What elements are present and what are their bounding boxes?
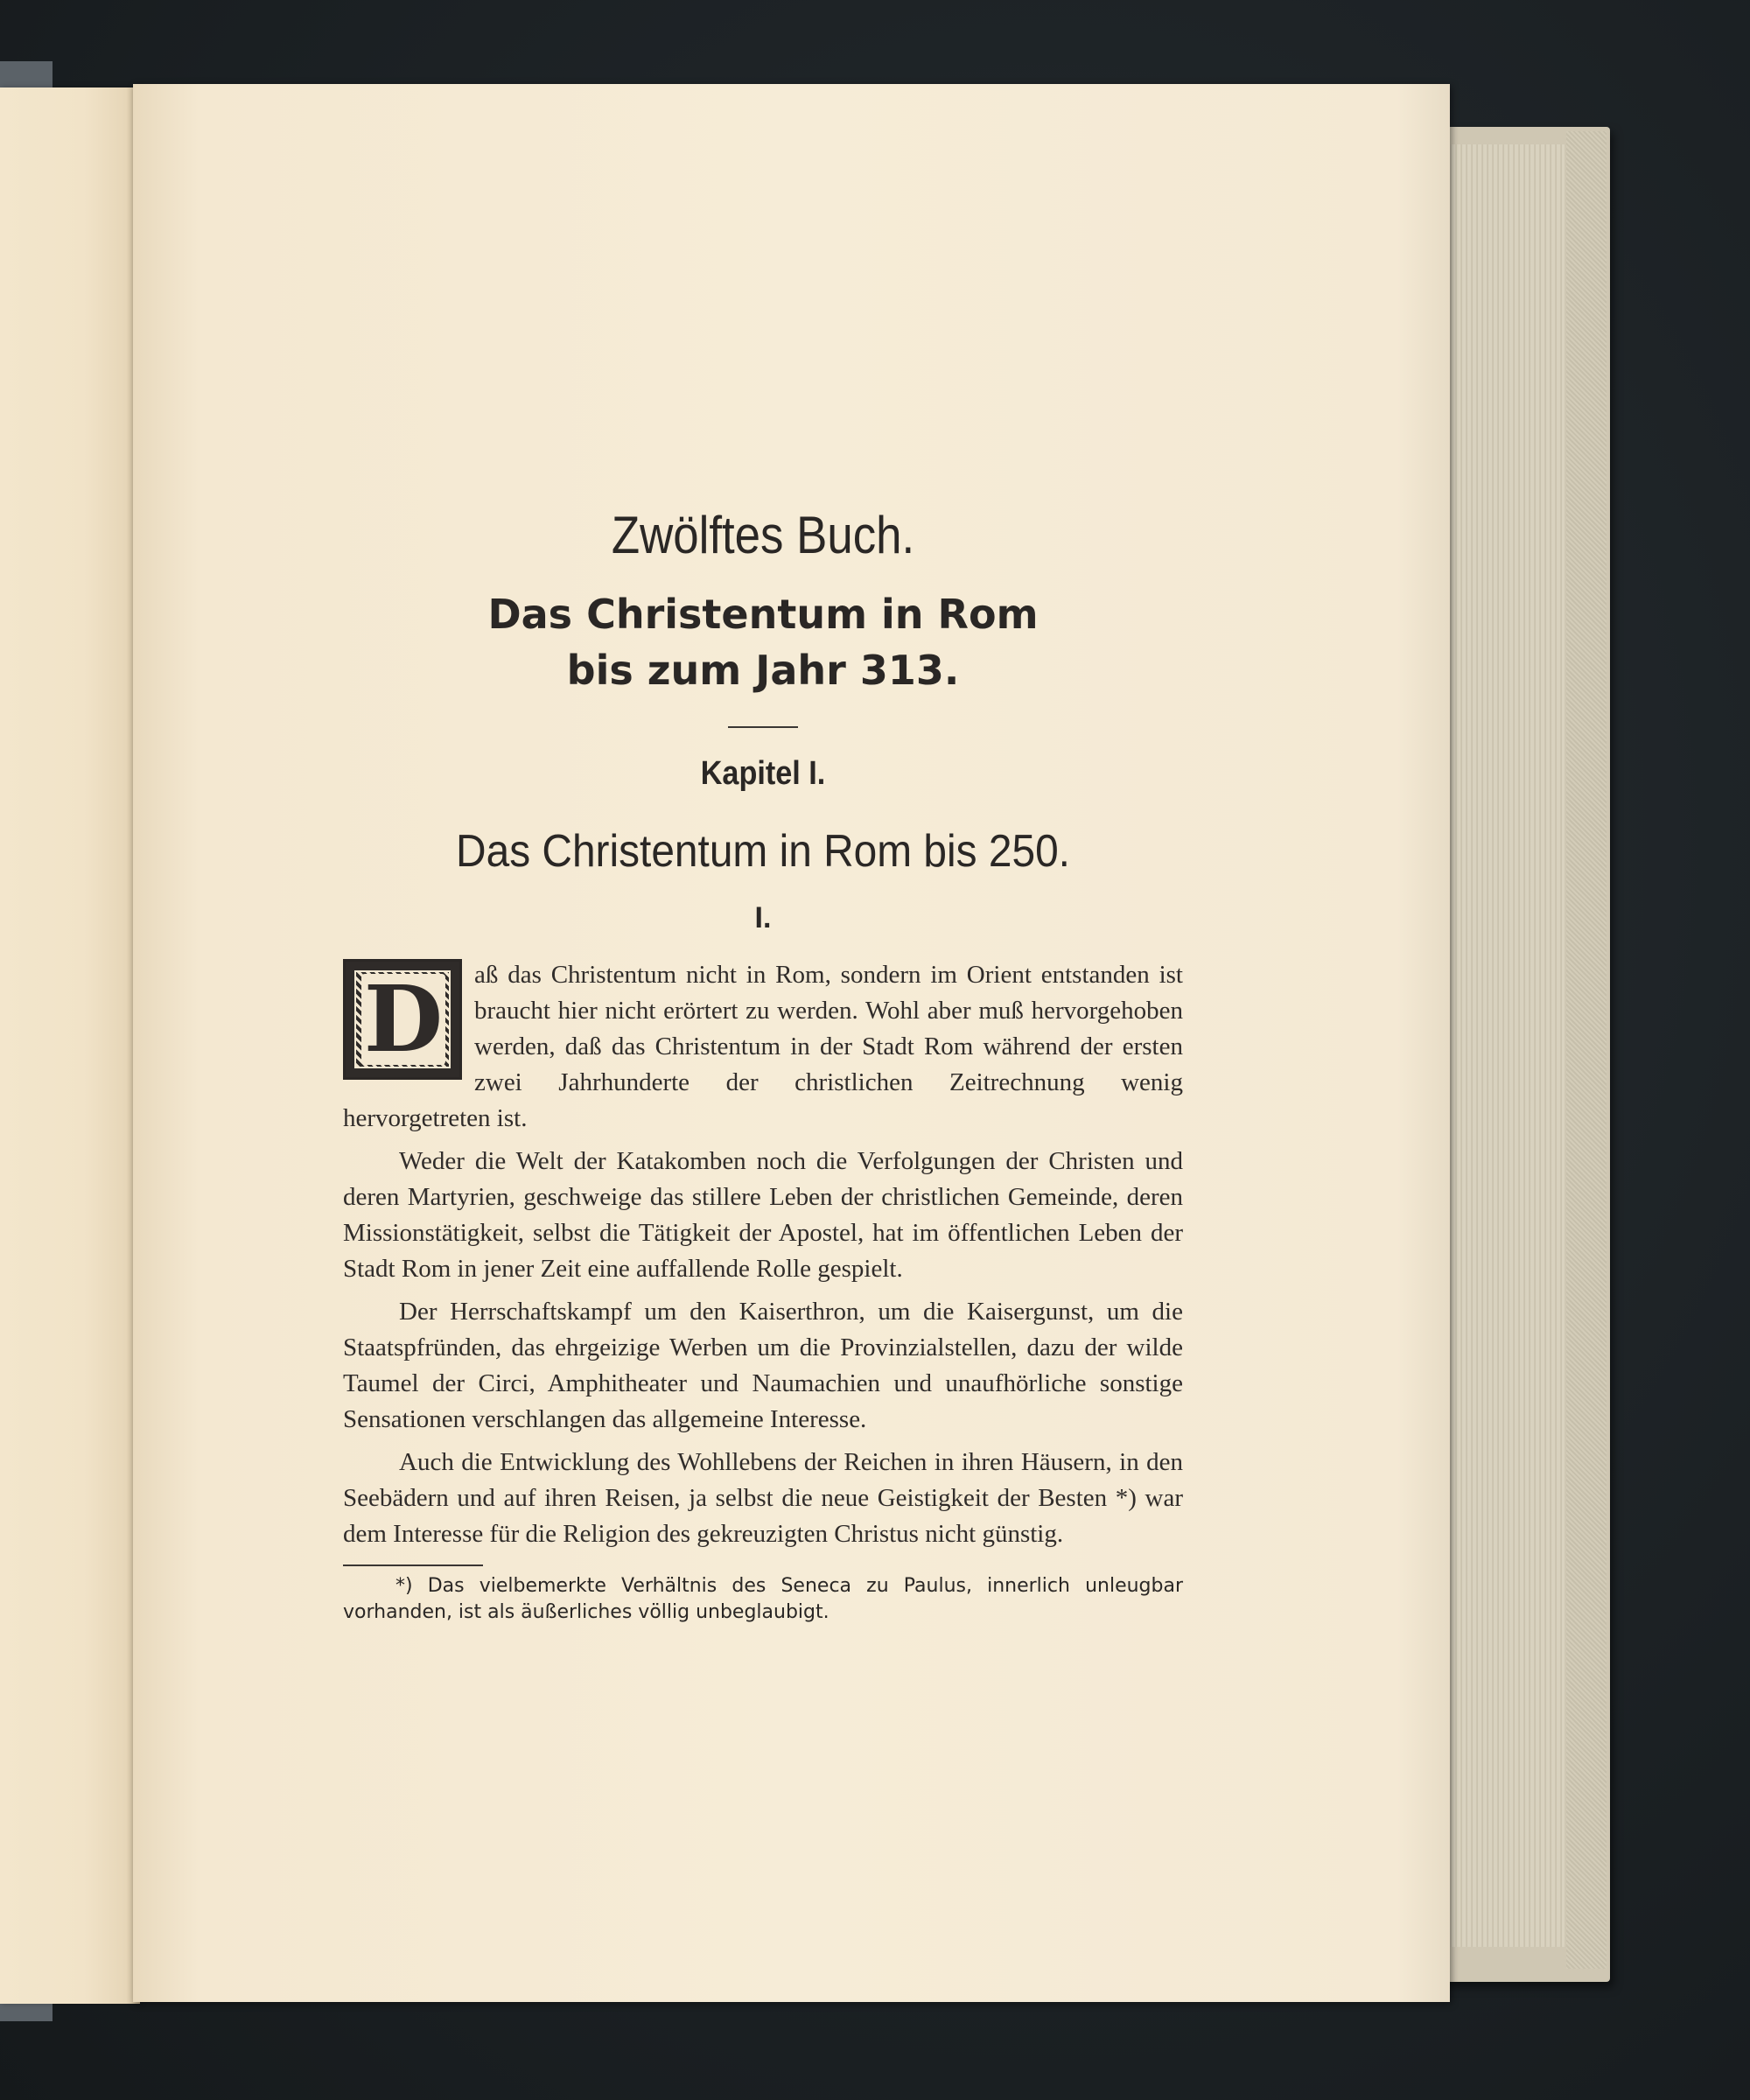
paragraph-1-text: aß das Christentum nicht in Rom, sondern im Orient entstanden ist braucht hier nicht erörtert zu werden. Wohl aber muß hervorgehoben werden, daß das Christentum in der Stadt Rom während der ersten zwei Jahrhunderte der christlichen Zeitrechnung wenig hervorgetreten ist.	[343, 961, 1183, 1132]
cloth-binding	[1566, 131, 1606, 1969]
dropcap-letter: D	[361, 974, 445, 1065]
chapter-label: Kapitel I.	[700, 755, 826, 792]
paragraph-3: Der Herrschaftskampf um den Kaiserthron, um die Kaisergunst, um die Staatspfründen, das ehrgeizige Werben um die Provinzialstellen, dazu der wilde Taumel der Circi, Amphitheater und Naumachien und unaufhörliche sonstige Sensationen verschlangen das allgemeine Interesse.	[343, 1298, 1183, 1433]
body-text	[343, 957, 1183, 1552]
paragraph-2: Weder die Welt der Katakomben noch die Verfolgungen der Christen und deren Martyrien, geschweige das stillere Leben der christlichen Gemeinde, deren Missionstätigkeit, selbst die Tätigkeit der Apostel, hat im öffentlichen Leben der Stadt Rom in jener Zeit eine auffallende Rolle gespielt.	[343, 1147, 1183, 1283]
left-page	[0, 88, 140, 2004]
paragraph-1	[343, 957, 1183, 1137]
page-block-edges	[1442, 144, 1564, 1947]
book-title: Zwölftes Buch.	[611, 506, 915, 564]
footnote-divider	[343, 1564, 483, 1566]
book-subtitle-line-1: Das Christentum in Rom	[487, 591, 1039, 638]
chapter-title: Das Christentum in Rom bis 250.	[456, 826, 1070, 877]
section-number: I.	[754, 901, 772, 934]
page-content	[343, 504, 1183, 1626]
dropcap-ornament	[343, 959, 462, 1080]
right-page	[133, 84, 1450, 2002]
paragraph-4: Auch die Entwicklung des Wohllebens der Reichen in ihren Häusern, in den Seebädern und auf ihren Reisen, ja selbst die neue Geistigkeit der Besten *) war dem Interesse für die Religion des gekreuzigten Christus nicht günstig.	[343, 1448, 1183, 1548]
book-subtitle	[343, 586, 1183, 698]
footnote: *) Das vielbemerkte Verhältnis des Seneca zu Paulus, innerlich unleugbar vorhanden, ist als äußerliches völlig unbeglaubigt.	[343, 1575, 1183, 1623]
title-divider	[728, 726, 798, 728]
book-subtitle-line-2: bis zum Jahr 313.	[566, 647, 960, 694]
